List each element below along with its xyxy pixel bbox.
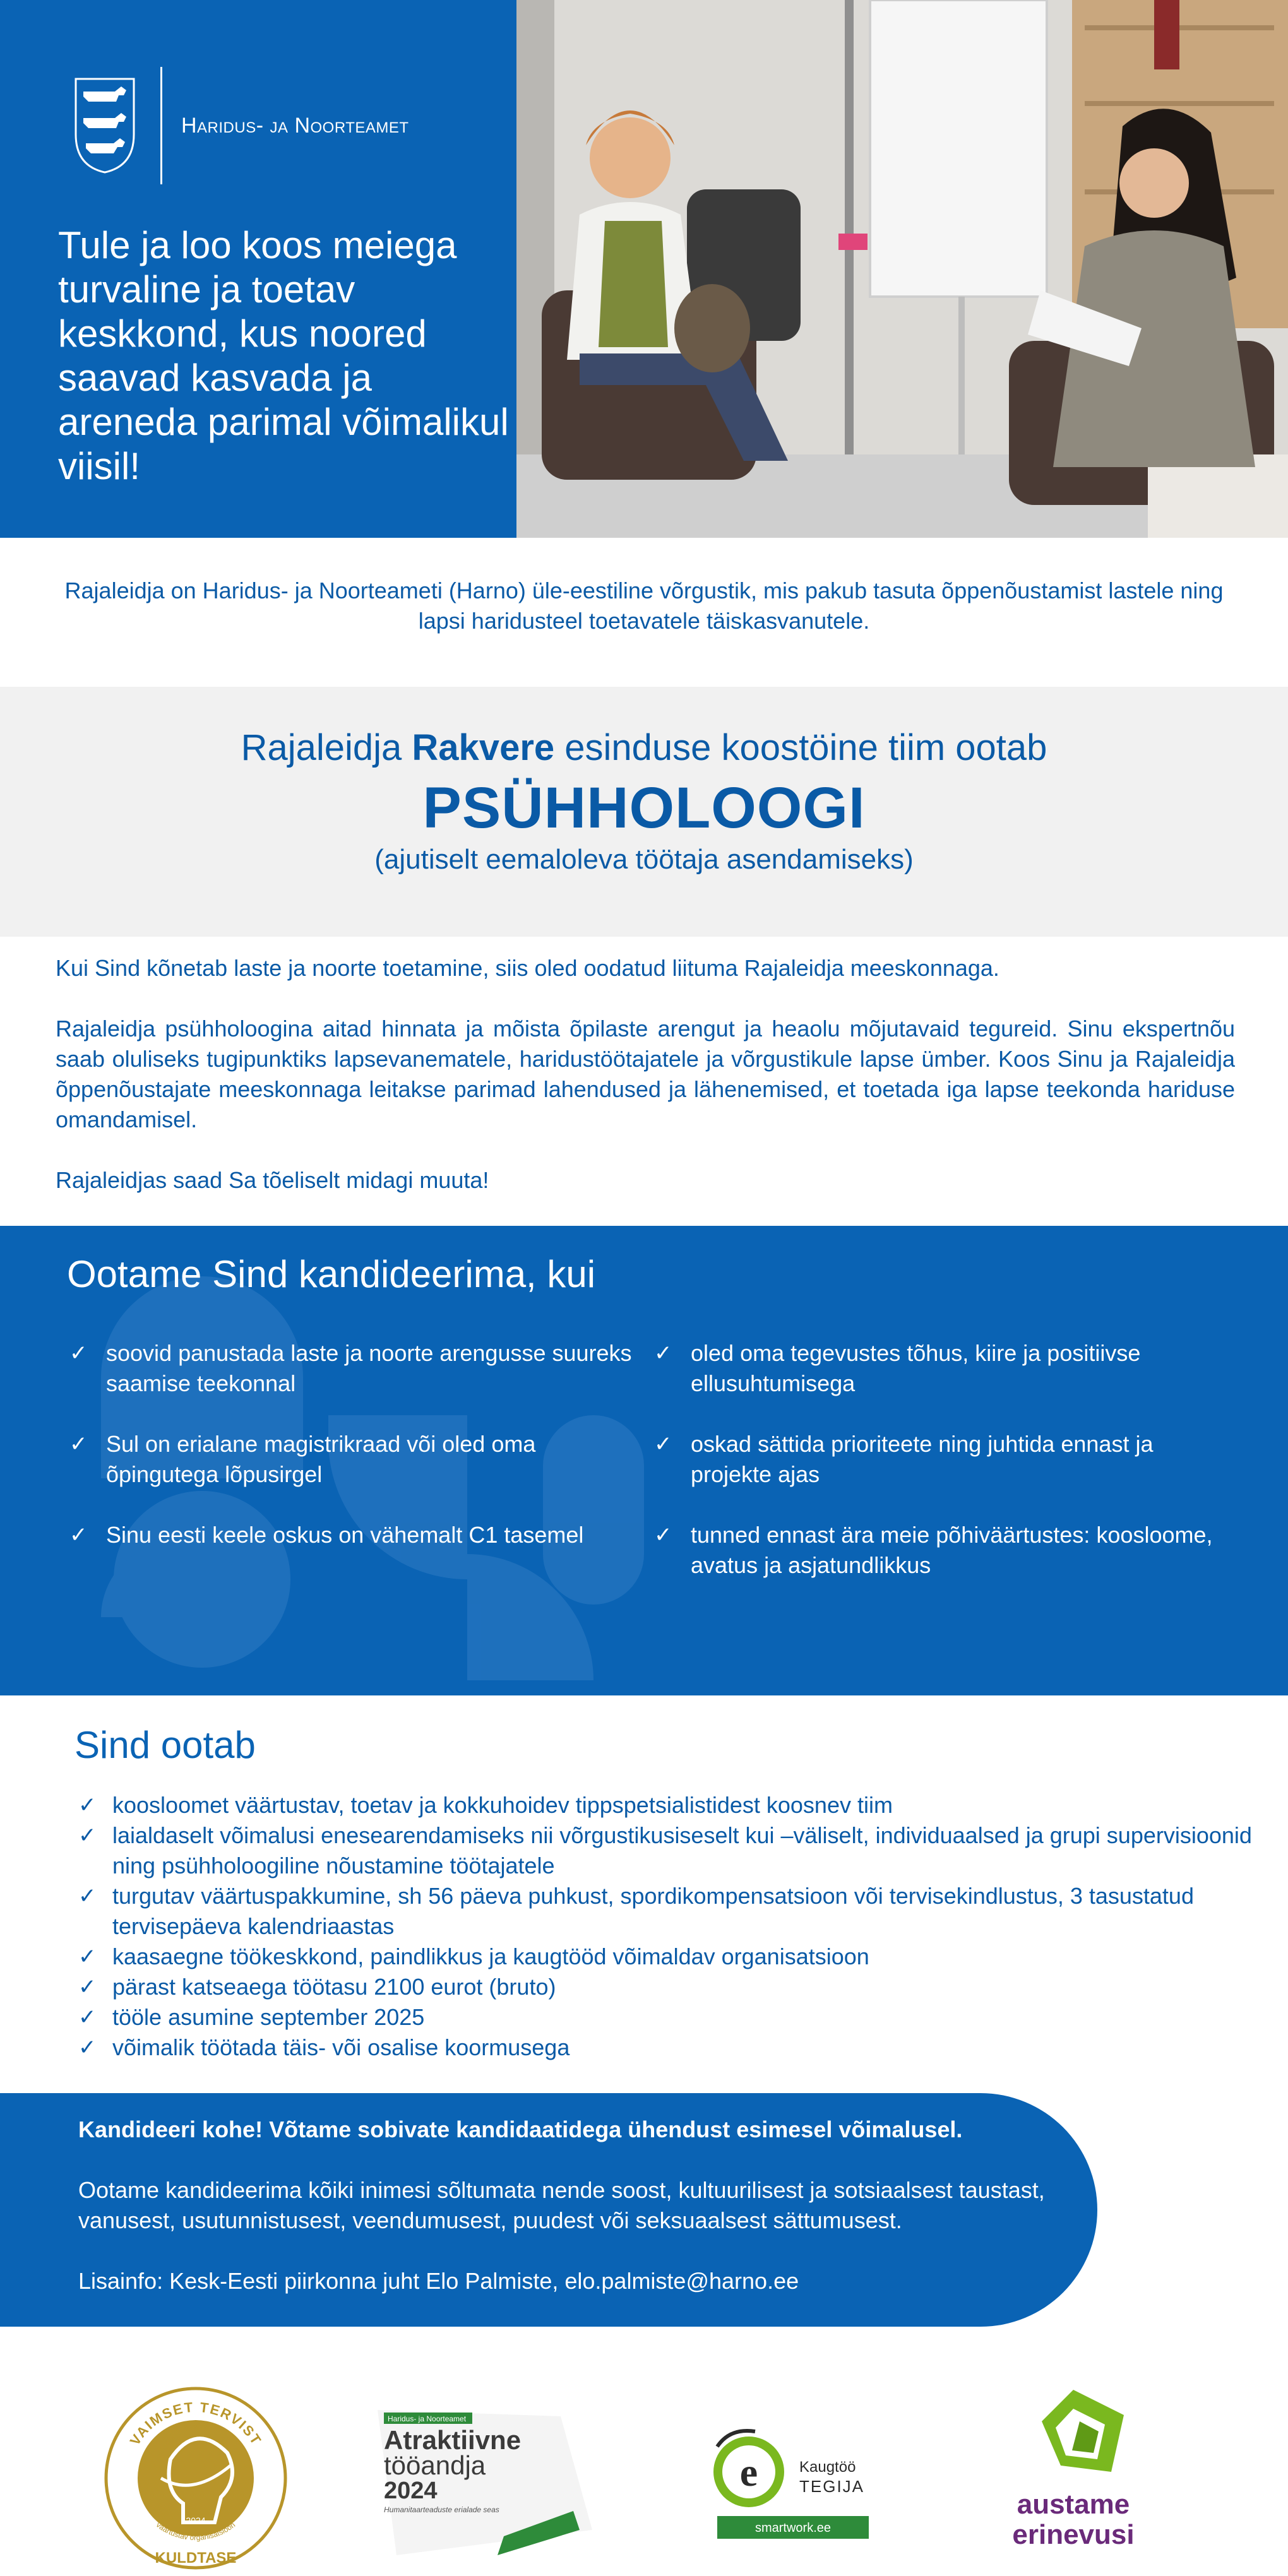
org-name: Haridus- ja Noorteamet [181, 113, 409, 138]
check-icon: ✓ [78, 2036, 97, 2060]
employer-badge-sub: Humanitaarteaduste erialade seas [384, 2505, 499, 2514]
description-p3: Rajaleidjas saad Sa tõeliselt midagi muuta! [56, 1167, 489, 1193]
employer-badge-year: 2024 [384, 2478, 438, 2504]
requirement-item [654, 1429, 1222, 1490]
offer-text: turgutav väärtuspakkumine, sh 56 päeva puhkust, spordikompensatsioon või tervisekindlustus, 3 tasustatud tervisepäeva kalendriaastas [112, 1883, 1194, 1939]
badge-sub-text: väärtustav organisatsioon [154, 2520, 237, 2543]
hero-photo [516, 0, 1288, 538]
footer-logos [0, 2327, 1288, 2576]
requirement-text: Sul on erialane magistrikraad või oled oma õpingutega lõpusirgel [106, 1431, 536, 1487]
respect-logo-line2: erinevusi [1012, 2519, 1135, 2550]
offer-text: laialdaselt võimalusi enesearendamiseks nii võrgustikusiseselt kui –väliselt, individuaalsed ja grupi supervisioonid ning psühholoogiline nõustamine töötajatele [112, 1822, 1252, 1879]
offer-item [78, 1881, 1253, 1942]
position-title: PSÜHHOLOOGI [422, 776, 866, 840]
requirement-item [69, 1429, 638, 1490]
hero-left-panel [0, 0, 516, 538]
check-icon: ✓ [654, 1341, 672, 1365]
check-icon: ✓ [78, 1824, 97, 1848]
requirements-right-column [654, 1338, 1222, 1611]
coat-of-arms-icon [75, 78, 135, 174]
check-icon: ✓ [69, 1341, 88, 1365]
cta-contact-info: Lisainfo: Kesk-Eesti piirkonna juht Elo Palmiste, elo.palmiste@harno.ee [78, 2268, 799, 2294]
intro-text: Rajaleidja on Haridus- ja Noorteameti (Harno) üle-eestiline võrgustik, mis pakub tasuta õppenõustamist lastele ning lapsi haridusteel toetavatele täiskasvanutele. [64, 578, 1224, 634]
description-section [56, 953, 1235, 1226]
employer-badge-line2: tööandja [384, 2450, 486, 2480]
requirements-left-column [69, 1338, 638, 1581]
offer-item [78, 1972, 1253, 2002]
check-icon: ✓ [78, 1884, 97, 1908]
remote-logo-site: smartwork.ee [754, 2521, 832, 2535]
badge-year: 2024 [186, 2515, 206, 2526]
check-icon: ✓ [78, 1793, 97, 1817]
offer-item [78, 2033, 1253, 2063]
check-icon: ✓ [69, 1523, 88, 1547]
check-icon: ✓ [78, 1975, 97, 1999]
offer-item [78, 1790, 1253, 1820]
check-icon: ✓ [78, 1945, 97, 1969]
hero-section [0, 0, 1288, 538]
respect-diversity-logo [998, 2390, 1149, 2554]
offer-item [78, 1942, 1253, 1972]
check-icon: ✓ [69, 1432, 88, 1456]
requirements-title: Ootame Sind kandideerima, kui [67, 1253, 596, 1295]
offer-text: tööle asumine september 2025 [112, 2004, 425, 2030]
requirement-item [69, 1520, 638, 1550]
team-line-pre: Rajaleidja [241, 727, 412, 768]
remote-work-logo [705, 2421, 881, 2548]
offer-title: Sind ootab [75, 1724, 256, 1766]
mental-health-gold-badge [101, 2383, 290, 2573]
employer-badge-tag: Haridus- ja Noorteamet [388, 2414, 467, 2423]
svg-text:e: e [739, 2450, 758, 2495]
offer-text: koosloomet väärtustav, toetav ja kokkuhoidev tippspetsialistidest koosnev tiim [112, 1792, 893, 1818]
intro-section [0, 538, 1288, 687]
offer-section [0, 1695, 1288, 2093]
offer-text: pärast katseaega töötasu 2100 eurot (bruto) [112, 1974, 556, 2000]
offer-text: võimalik töötada täis- või osalise koormusega [112, 2034, 570, 2060]
remote-logo-line1: Kaugtöö [799, 2459, 856, 2476]
team-line-city: Rakvere [412, 727, 555, 768]
offer-list [78, 1790, 1253, 2063]
call-to-action-panel [0, 2093, 1097, 2327]
employer-badge-line1: Atraktiivne [384, 2425, 522, 2455]
description-p2: Rajaleidja psühholoogina aitad hinnata ja mõista õpilaste arengut ja heaolu mõjutavaid tegureid. Sinu ekspertnõu saab oluliseks tugipunktiks lapsevanematele, haridustöötajatele ja võrgustikule lapse ümber. Koos Sinu ja Rajaleidja õppenõustajate meeskonnaga leitakse parimad lahendused ja lähenemised, et toetada iga lapse teekonda hariduse omandamisel. [56, 1016, 1235, 1132]
logo-divider [160, 67, 162, 184]
remote-logo-line2: TEGIJA [799, 2477, 865, 2496]
requirement-item [69, 1338, 638, 1399]
hero-headline: Tule ja loo koos meiega turvaline ja toetav keskkond, kus noored saavad kasvada ja areneda parimal võimalikul viisil! [58, 224, 509, 487]
requirement-text: oled oma tegevustes tõhus, kiire ja positiivse ellusuhtumisega [691, 1340, 1141, 1396]
team-line [0, 726, 1288, 770]
check-icon: ✓ [78, 2005, 97, 2029]
check-icon: ✓ [654, 1432, 672, 1456]
offer-item [78, 2002, 1253, 2033]
requirement-item [654, 1338, 1222, 1399]
badge-top-text: VAIMSET TERVIST [126, 2399, 265, 2448]
attractive-employer-badge [371, 2404, 599, 2561]
respect-logo-line1: austame [1017, 2489, 1130, 2520]
cta-headline: Kandideeri kohe! Võtame sobivate kandidaatidega ühendust esimesel võimalusel. [78, 2116, 963, 2142]
requirements-section [0, 1226, 1288, 1695]
requirement-text: soovid panustada laste ja noorte arengusse suureks saamise teekonnal [106, 1340, 632, 1396]
cta-equality-statement: Ootame kandideerima kõiki inimesi sõltumata nende soost, kultuurilisest ja sotsiaalsest taustast, vanusest, usutunnistusest, veendumusest, puudest või seksuaalsest sättumusest. [78, 2177, 1045, 2233]
position-subtitle: (ajutiselt eemaloleva töötaja asendamiseks) [374, 844, 914, 875]
description-p1: Kui Sind kõnetab laste ja noorte toetamine, siis oled oodatud liituma Rajaleidja meeskonnaga. [56, 955, 999, 981]
check-icon: ✓ [654, 1523, 672, 1547]
title-band [0, 687, 1288, 937]
harno-logo [75, 67, 409, 184]
offer-item [78, 1820, 1253, 1881]
requirement-text: tunned ennast ära meie põhiväärtustes: koosloome, avatus ja asjatundlikkus [691, 1522, 1213, 1578]
offer-text: kaasaegne töökeskkond, paindlikkus ja kaugtööd võimaldav organisatsioon [112, 1944, 869, 1969]
requirement-text: Sinu eesti keele oskus on vähemalt C1 tasemel [106, 1522, 584, 1548]
badge-bottom-text: KULDTASE [155, 2549, 237, 2567]
team-line-post: esinduse koostöine tiim ootab [554, 727, 1047, 768]
requirement-text: oskad sättida prioriteete ning juhtida ennast ja projekte ajas [691, 1431, 1154, 1487]
requirement-item [654, 1520, 1222, 1581]
